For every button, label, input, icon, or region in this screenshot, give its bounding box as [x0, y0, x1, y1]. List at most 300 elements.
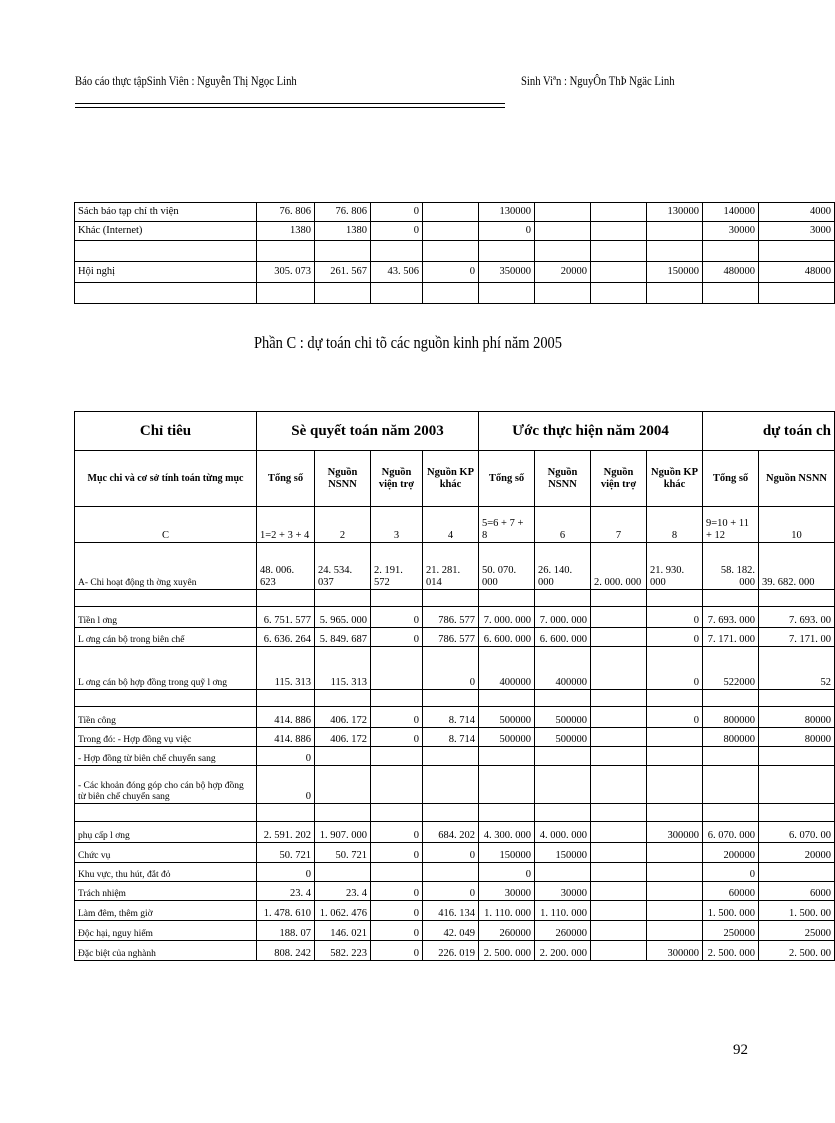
table-cell: 1380 — [315, 222, 371, 241]
table-row — [75, 690, 835, 707]
table-cell — [647, 747, 703, 766]
table-cell — [479, 283, 535, 304]
table-cell — [479, 590, 535, 607]
table-cell — [315, 766, 371, 804]
table-cell — [423, 747, 479, 766]
table-cell: 0 — [371, 941, 423, 961]
table-cell: 1. 062. 476 — [315, 901, 371, 921]
table-cell — [703, 241, 759, 262]
table-cell: 130000 — [647, 203, 703, 222]
top-table — [74, 202, 835, 304]
table-cell: 2. 591. 202 — [257, 822, 315, 843]
table-cell: 416. 134 — [423, 901, 479, 921]
table-cell — [647, 241, 703, 262]
table-cell — [423, 283, 479, 304]
column-header: Tổng số — [703, 451, 759, 507]
table-cell — [703, 690, 759, 707]
column-code: 1=2 + 3 + 4 — [257, 507, 315, 543]
table-cell: 50. 070. 000 — [479, 543, 535, 590]
table-cell — [647, 804, 703, 822]
table-cell: 6. 751. 577 — [257, 607, 315, 628]
group-header-2005: dự toán ch — [703, 412, 835, 451]
row-label: A- Chi hoạt động th ờng xuyên — [75, 543, 257, 590]
table-row — [75, 941, 835, 961]
table-cell: 7. 693. 000 — [703, 607, 759, 628]
column-header: Nguồn KP khác — [423, 451, 479, 507]
table-cell: 500000 — [535, 707, 591, 728]
table-cell: 4000 — [759, 203, 835, 222]
table-cell — [423, 590, 479, 607]
table-cell: 7. 171. 000 — [703, 628, 759, 647]
table-cell: 1. 500. 000 — [703, 901, 759, 921]
table-cell: 7. 693. 00 — [759, 607, 835, 628]
group-header-2004: Ước thực hiện năm 2004 — [479, 412, 703, 451]
table-cell: 260000 — [535, 921, 591, 941]
table-cell — [535, 766, 591, 804]
row-label: Khu vực, thu hút, đắt đỏ — [75, 863, 257, 882]
table-cell: 7. 171. 00 — [759, 628, 835, 647]
row-label: L ơng cán bộ trong biên chế — [75, 628, 257, 647]
table-cell: 6. 636. 264 — [257, 628, 315, 647]
header-rule-2 — [75, 107, 505, 108]
table-cell — [257, 690, 315, 707]
table-cell: 0 — [647, 707, 703, 728]
header-left: Báo cáo thực tậpSinh Viên : Nguyễn Thị Ngọc Linh — [75, 73, 297, 88]
table-cell — [479, 747, 535, 766]
table-cell — [759, 804, 835, 822]
column-header: Nguồn viện trợ — [371, 451, 423, 507]
table-cell: 500000 — [479, 728, 535, 747]
table-cell — [423, 766, 479, 804]
table-cell: 0 — [371, 628, 423, 647]
column-header: Tổng số — [257, 451, 315, 507]
table-cell — [759, 766, 835, 804]
table-cell — [535, 804, 591, 822]
table-cell: 2. 500. 00 — [759, 941, 835, 961]
group-header-row — [75, 412, 835, 451]
table-cell: 350000 — [479, 262, 535, 283]
table-cell: 0 — [371, 728, 423, 747]
table-row — [75, 543, 835, 590]
table-cell: 400000 — [535, 647, 591, 690]
table-cell: 0 — [423, 882, 479, 901]
table-cell: 808. 242 — [257, 941, 315, 961]
table-cell — [759, 283, 835, 304]
table-cell: 0 — [371, 843, 423, 863]
table-cell: 6. 600. 000 — [479, 628, 535, 647]
table-cell: 786. 577 — [423, 607, 479, 628]
row-label: Trách nhiệm — [75, 882, 257, 901]
table-cell — [423, 690, 479, 707]
table-cell: 0 — [371, 901, 423, 921]
table-cell: 150000 — [479, 843, 535, 863]
table-cell: 30000 — [703, 222, 759, 241]
table-cell — [591, 941, 647, 961]
table-cell — [647, 843, 703, 863]
table-cell — [591, 203, 647, 222]
table-cell — [535, 747, 591, 766]
column-code: 9=10 + 11 + 12 — [703, 507, 759, 543]
table-cell — [647, 921, 703, 941]
table-cell — [535, 690, 591, 707]
table-cell — [703, 747, 759, 766]
table-cell: 1. 110. 000 — [535, 901, 591, 921]
table-cell: 6. 070. 00 — [759, 822, 835, 843]
header-rule-1 — [75, 103, 505, 104]
table-cell: 21. 281. 014 — [423, 543, 479, 590]
table-cell: 50. 721 — [315, 843, 371, 863]
table-cell — [591, 222, 647, 241]
table-cell: 52 — [759, 647, 835, 690]
table-cell — [591, 628, 647, 647]
table-cell — [257, 283, 315, 304]
table-cell: 26. 140. 000 — [535, 543, 591, 590]
table-cell — [315, 241, 371, 262]
table-cell — [315, 283, 371, 304]
table-cell: 200000 — [703, 843, 759, 863]
table-row — [75, 882, 835, 901]
table-cell: 0 — [647, 607, 703, 628]
table-cell — [591, 241, 647, 262]
table-cell — [371, 590, 423, 607]
table-cell — [703, 804, 759, 822]
table-cell — [315, 804, 371, 822]
table-cell — [371, 283, 423, 304]
table-cell: 58. 182. 000 — [703, 543, 759, 590]
table-cell: 30000 — [479, 882, 535, 901]
table-cell: 188. 07 — [257, 921, 315, 941]
table-cell — [371, 647, 423, 690]
table-cell: 684. 202 — [423, 822, 479, 843]
table-cell: 261. 567 — [315, 262, 371, 283]
table-cell: 7. 000. 000 — [535, 607, 591, 628]
table-cell: 0 — [371, 607, 423, 628]
row-label: Độc hại, nguy hiểm — [75, 921, 257, 941]
table-cell — [647, 882, 703, 901]
table-cell — [257, 590, 315, 607]
table-cell — [315, 747, 371, 766]
table-cell: 3000 — [759, 222, 835, 241]
table-row — [75, 607, 835, 628]
table-row — [75, 804, 835, 822]
table-cell — [591, 901, 647, 921]
table-row — [75, 628, 835, 647]
table-cell: 1. 500. 00 — [759, 901, 835, 921]
table-cell: 48. 006. 623 — [257, 543, 315, 590]
table-cell: 146. 021 — [315, 921, 371, 941]
table-cell — [759, 863, 835, 882]
column-code: 8 — [647, 507, 703, 543]
column-code: 6 — [535, 507, 591, 543]
row-label: - Các khoản đóng góp cho cán bộ hợp đồng từ biên chế chuyển sang — [75, 766, 257, 804]
table-cell — [479, 241, 535, 262]
top-table-row — [75, 262, 835, 283]
row-label: - Hợp đồng từ biên chế chuyển sang — [75, 747, 257, 766]
table-cell: 150000 — [647, 262, 703, 283]
top-table-row — [75, 241, 835, 262]
table-cell: 1. 907. 000 — [315, 822, 371, 843]
row-label: Hội nghị — [75, 262, 257, 283]
table-cell — [703, 590, 759, 607]
row-label: Trong đó: - Hợp đồng vụ việc — [75, 728, 257, 747]
row-label: Làm đêm, thêm giờ — [75, 901, 257, 921]
table-cell: 4. 300. 000 — [479, 822, 535, 843]
table-cell — [703, 766, 759, 804]
table-cell: 1. 478. 610 — [257, 901, 315, 921]
table-cell — [591, 647, 647, 690]
column-code: 10 — [759, 507, 835, 543]
row-label — [75, 241, 257, 262]
table-cell: 6. 600. 000 — [535, 628, 591, 647]
table-cell — [591, 822, 647, 843]
table-cell — [591, 590, 647, 607]
row-label — [75, 283, 257, 304]
table-cell: 522000 — [703, 647, 759, 690]
table-cell: 800000 — [703, 707, 759, 728]
table-cell: 260000 — [479, 921, 535, 941]
table-cell — [591, 747, 647, 766]
column-code: 4 — [423, 507, 479, 543]
row-label: Đặc biệt của nghành — [75, 941, 257, 961]
top-table-row — [75, 203, 835, 222]
row-label: phụ cấp l ơng — [75, 822, 257, 843]
table-cell: 0 — [423, 647, 479, 690]
table-cell — [371, 747, 423, 766]
column-header: Mục chi và cơ sở tính toán từng mục — [75, 451, 257, 507]
column-header: Nguồn NSNN — [759, 451, 835, 507]
table-row — [75, 707, 835, 728]
table-cell: 5. 849. 687 — [315, 628, 371, 647]
table-cell — [257, 804, 315, 822]
column-code: 2 — [315, 507, 371, 543]
table-cell — [535, 283, 591, 304]
table-cell: 80000 — [759, 728, 835, 747]
table-cell: 7. 000. 000 — [479, 607, 535, 628]
table-cell — [647, 283, 703, 304]
table-cell: 76. 806 — [257, 203, 315, 222]
table-cell — [479, 690, 535, 707]
table-cell: 21. 930. 000 — [647, 543, 703, 590]
table-cell — [759, 590, 835, 607]
table-cell — [647, 690, 703, 707]
table-cell: 0 — [257, 863, 315, 882]
table-cell — [479, 766, 535, 804]
table-cell: 6. 070. 000 — [703, 822, 759, 843]
table-cell: 130000 — [479, 203, 535, 222]
table-cell: 4. 000. 000 — [535, 822, 591, 843]
table-cell: 0 — [371, 921, 423, 941]
table-cell — [647, 222, 703, 241]
row-label — [75, 804, 257, 822]
table-cell — [759, 690, 835, 707]
table-cell: 414. 886 — [257, 707, 315, 728]
table-cell: 1380 — [257, 222, 315, 241]
table-cell — [759, 747, 835, 766]
table-cell: 6000 — [759, 882, 835, 901]
table-row — [75, 647, 835, 690]
table-cell — [703, 283, 759, 304]
table-cell: 50. 721 — [257, 843, 315, 863]
table-cell: 25000 — [759, 921, 835, 941]
table-cell — [423, 241, 479, 262]
table-cell: 23. 4 — [315, 882, 371, 901]
table-cell: 0 — [371, 882, 423, 901]
table-cell: 0 — [423, 843, 479, 863]
row-label: Chức vụ — [75, 843, 257, 863]
table-row — [75, 843, 835, 863]
column-code: 7 — [591, 507, 647, 543]
group-header-2003: Sè quyết toán năm 2003 — [257, 412, 479, 451]
table-cell: 500000 — [535, 728, 591, 747]
table-cell: 0 — [257, 747, 315, 766]
table-cell: 480000 — [703, 262, 759, 283]
row-label — [75, 690, 257, 707]
table-cell: 8. 714 — [423, 728, 479, 747]
main-table — [74, 411, 835, 961]
table-cell — [371, 241, 423, 262]
table-cell — [535, 590, 591, 607]
table-cell: 2. 200. 000 — [535, 941, 591, 961]
table-cell: 1. 110. 000 — [479, 901, 535, 921]
top-table-row — [75, 283, 835, 304]
table-cell — [591, 843, 647, 863]
table-cell: 0 — [371, 707, 423, 728]
table-cell — [591, 728, 647, 747]
table-cell: 786. 577 — [423, 628, 479, 647]
table-cell: 226. 019 — [423, 941, 479, 961]
table-cell — [535, 222, 591, 241]
table-cell: 305. 073 — [257, 262, 315, 283]
table-cell — [315, 590, 371, 607]
table-cell: 2. 500. 000 — [703, 941, 759, 961]
table-cell — [423, 863, 479, 882]
table-cell: 414. 886 — [257, 728, 315, 747]
column-header: Nguồn NSNN — [315, 451, 371, 507]
table-cell — [591, 690, 647, 707]
section-title: Phần C : dự toán chi tõ các nguồn kinh phí năm 2005 — [253, 333, 563, 352]
table-cell — [315, 690, 371, 707]
code-row — [75, 507, 835, 543]
main-table-body — [75, 412, 835, 961]
table-row — [75, 590, 835, 607]
table-cell — [591, 863, 647, 882]
row-label: Khác (Internet) — [75, 222, 257, 241]
table-cell — [759, 241, 835, 262]
table-cell — [591, 804, 647, 822]
table-cell — [371, 863, 423, 882]
table-cell: 0 — [479, 222, 535, 241]
top-table-body — [75, 203, 835, 304]
row-label: Tiền công — [75, 707, 257, 728]
table-cell — [591, 607, 647, 628]
table-cell: 42. 049 — [423, 921, 479, 941]
row-label: Sách báo tạp chí th viện — [75, 203, 257, 222]
table-cell: 800000 — [703, 728, 759, 747]
table-cell: 43. 506 — [371, 262, 423, 283]
table-cell — [479, 804, 535, 822]
table-cell — [591, 921, 647, 941]
table-cell — [423, 804, 479, 822]
table-cell: 0 — [703, 863, 759, 882]
table-cell: 115. 313 — [257, 647, 315, 690]
column-code: 5=6 + 7 + 8 — [479, 507, 535, 543]
row-label: Tiền l ơng — [75, 607, 257, 628]
table-cell: 582. 223 — [315, 941, 371, 961]
table-cell: 0 — [371, 203, 423, 222]
table-cell: 300000 — [647, 822, 703, 843]
column-header: Nguồn NSNN — [535, 451, 591, 507]
table-row — [75, 863, 835, 882]
table-cell: 5. 965. 000 — [315, 607, 371, 628]
table-cell: 80000 — [759, 707, 835, 728]
table-cell — [591, 766, 647, 804]
header-right: Sinh Viªn : NguyÔn ThÞ Ngäc Linh — [521, 73, 675, 88]
table-row — [75, 901, 835, 921]
column-code: C — [75, 507, 257, 543]
table-cell: 150000 — [535, 843, 591, 863]
table-row — [75, 728, 835, 747]
table-cell — [535, 241, 591, 262]
table-cell: 8. 714 — [423, 707, 479, 728]
table-cell: 500000 — [479, 707, 535, 728]
group-header-chi-tieu: Chỉ tiêu — [75, 412, 257, 451]
table-cell: 20000 — [535, 262, 591, 283]
table-cell: 115. 313 — [315, 647, 371, 690]
table-cell — [647, 728, 703, 747]
table-cell: 2. 000. 000 — [591, 543, 647, 590]
table-row — [75, 766, 835, 804]
sub-header-row — [75, 451, 835, 507]
top-table-row — [75, 222, 835, 241]
row-label: L ơng cán bộ hợp đồng trong quỹ l ơng — [75, 647, 257, 690]
column-header: Nguồn KP khác — [647, 451, 703, 507]
table-cell — [535, 863, 591, 882]
table-cell — [371, 766, 423, 804]
table-cell: 250000 — [703, 921, 759, 941]
table-row — [75, 822, 835, 843]
column-code: 3 — [371, 507, 423, 543]
table-cell: 30000 — [535, 882, 591, 901]
table-row — [75, 921, 835, 941]
table-cell — [315, 863, 371, 882]
table-cell: 76. 806 — [315, 203, 371, 222]
table-cell — [591, 283, 647, 304]
column-header: Nguồn viện trợ — [591, 451, 647, 507]
table-cell: 20000 — [759, 843, 835, 863]
table-cell: 48000 — [759, 262, 835, 283]
table-cell — [371, 690, 423, 707]
table-cell — [591, 262, 647, 283]
table-cell: 300000 — [647, 941, 703, 961]
table-cell — [647, 901, 703, 921]
table-cell: 0 — [647, 628, 703, 647]
table-cell — [647, 590, 703, 607]
table-cell — [371, 804, 423, 822]
table-cell: 2. 191. 572 — [371, 543, 423, 590]
table-cell: 0 — [371, 222, 423, 241]
table-cell — [647, 863, 703, 882]
table-cell: 39. 682. 000 — [759, 543, 835, 590]
table-cell: 2. 500. 000 — [479, 941, 535, 961]
table-cell: 0 — [257, 766, 315, 804]
table-cell: 0 — [647, 647, 703, 690]
row-label — [75, 590, 257, 607]
table-cell — [647, 766, 703, 804]
table-cell: 0 — [371, 822, 423, 843]
table-cell: 60000 — [703, 882, 759, 901]
page-number: 92 — [733, 1042, 748, 1058]
table-cell: 400000 — [479, 647, 535, 690]
